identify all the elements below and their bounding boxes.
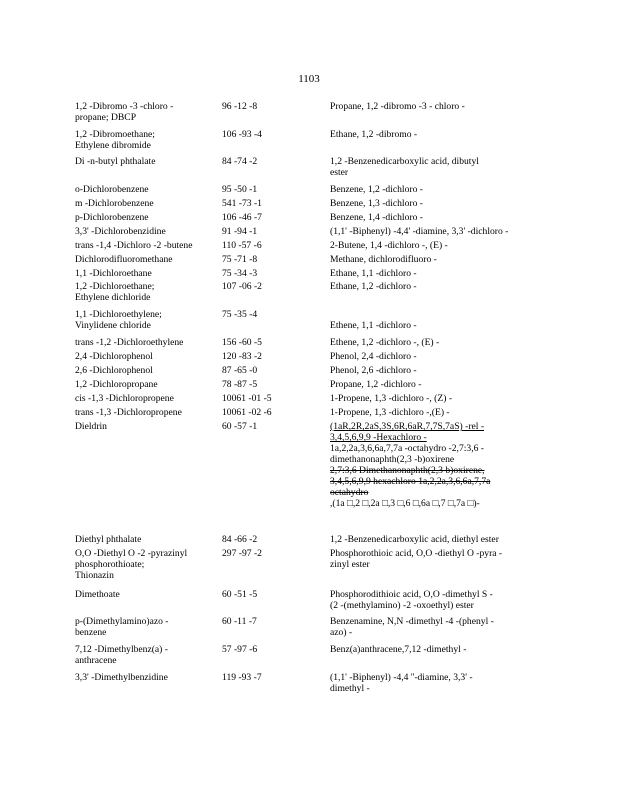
cas-number-cell bbox=[222, 129, 317, 140]
cell-line: 75 -35 -4 bbox=[222, 309, 258, 320]
cell-line: 91 -94 -1 bbox=[222, 226, 258, 237]
index-name-cell bbox=[330, 309, 545, 331]
cell-line: octahydro bbox=[330, 487, 369, 498]
cell-line: trans -1,2 -Dichloroethylene bbox=[75, 337, 184, 348]
cell-line: Diethyl phthalate bbox=[75, 534, 142, 545]
cell-line: 1,2 -Dichloroethane; bbox=[75, 281, 155, 292]
index-name-cell bbox=[330, 268, 545, 279]
index-name-cell bbox=[330, 212, 545, 223]
chemical-name-cell bbox=[75, 281, 210, 303]
cell-line: 2,6 -Dichlorophenol bbox=[75, 365, 153, 376]
cell-line: Phosphorodithioic acid, O,O -dimethyl S - bbox=[330, 589, 493, 600]
cas-number-cell bbox=[222, 365, 317, 376]
cell-line: 106 -46 -7 bbox=[222, 212, 262, 223]
cas-number-cell bbox=[222, 254, 317, 265]
cell-line: 10061 -02 -6 bbox=[222, 407, 272, 418]
cell-line: 60 -11 -7 bbox=[222, 616, 257, 627]
chemical-name-cell bbox=[75, 309, 210, 331]
cas-number-cell bbox=[222, 589, 317, 600]
index-name-cell bbox=[330, 644, 545, 655]
cell-line: (1aR,2R,2aS,3S,6R,6aR,7,7S,7aS) -rel - bbox=[330, 421, 485, 432]
chemical-name-cell bbox=[75, 365, 210, 376]
chemical-name-cell bbox=[75, 254, 210, 265]
cas-number-cell bbox=[222, 421, 317, 432]
cas-number-cell bbox=[222, 351, 317, 362]
page-number: 1103 bbox=[298, 73, 320, 85]
cell-line: propane; DBCP bbox=[75, 112, 137, 123]
cell-line: Phenol, 2,4 -dichloro - bbox=[330, 351, 417, 362]
cell-line: Phosphorothioic acid, O,O -diethyl O -pyra - bbox=[330, 548, 503, 559]
cell-line: 1a,2,2a,3,6,6a,7,7a -octahydro -2,7:3,6 - bbox=[330, 443, 484, 454]
cell-line: 541 -73 -1 bbox=[222, 198, 262, 209]
cell-line: 2-Butene, 1,4 -dichloro -, (E) - bbox=[330, 240, 448, 251]
chemical-name-cell bbox=[75, 548, 210, 581]
cas-number-cell bbox=[222, 407, 317, 418]
cell-line: phosphorothioate; bbox=[75, 559, 145, 570]
cas-number-cell bbox=[222, 534, 317, 545]
chemical-name-cell bbox=[75, 644, 210, 666]
cell-line: 107 -06 -2 bbox=[222, 281, 262, 292]
cell-line: 95 -50 -1 bbox=[222, 184, 258, 195]
chemical-name-cell bbox=[75, 407, 210, 418]
cell-line: cis -1,3 -Dichloropropene bbox=[75, 393, 174, 404]
cell-line: m -Dichlorobenzene bbox=[75, 198, 154, 209]
cas-number-cell bbox=[222, 184, 317, 195]
cell-line: 10061 -01 -5 bbox=[222, 393, 272, 404]
cell-line: (1,1' -Biphenyl) -4,4 ''-diamine, 3,3' - bbox=[330, 672, 473, 683]
cell-line: Benzenamine, N,N -dimethyl -4 -(phenyl - bbox=[330, 616, 494, 627]
chemical-name-cell bbox=[75, 226, 210, 237]
cas-number-cell bbox=[222, 644, 317, 655]
cell-line: 1,2 -Dibromoethane; bbox=[75, 129, 155, 140]
chemical-name-cell bbox=[75, 129, 210, 151]
cell-line: 3,3' -Dichlorobenzidine bbox=[75, 226, 166, 237]
index-name-cell bbox=[330, 672, 545, 694]
cell-line: 106 -93 -4 bbox=[222, 129, 262, 140]
cell-line: 84 -66 -2 bbox=[222, 534, 258, 545]
cell-line: 7,12 -Dimethylbenz(a) - bbox=[75, 644, 168, 655]
index-name-cell bbox=[330, 337, 545, 348]
cell-line: azo) - bbox=[330, 627, 353, 638]
cell-line: 87 -65 -0 bbox=[222, 365, 258, 376]
cell-line: 297 -97 -2 bbox=[222, 548, 262, 559]
cell-line: O,O -Diethyl O -2 -pyrazinyl bbox=[75, 548, 188, 559]
chemical-name-cell bbox=[75, 156, 210, 167]
cell-line: 1,2 -Dichloropropane bbox=[75, 379, 158, 390]
cell-line: Benzene, 1,3 -dichloro - bbox=[330, 198, 423, 209]
chemical-name-cell bbox=[75, 421, 210, 432]
cell-line: Ethene, 1,1 -dichloro - bbox=[330, 320, 417, 331]
cell-line: 1,1 -Dichloroethylene; bbox=[75, 309, 162, 320]
cell-line: 110 -57 -6 bbox=[222, 240, 262, 251]
cell-line: 2,7:3,6 Dimethanonaphth(2,3 b)oxirene, bbox=[330, 465, 485, 476]
chemical-name-cell bbox=[75, 393, 210, 404]
index-name-cell bbox=[330, 254, 545, 265]
cas-number-cell bbox=[222, 379, 317, 390]
cell-line: p-(Dimethylamino)azo - bbox=[75, 616, 169, 627]
cell-line: Benz(a)anthracene,7,12 -dimethyl - bbox=[330, 644, 467, 655]
cas-number-cell bbox=[222, 616, 317, 627]
cell-line: 2,4 -Dichlorophenol bbox=[75, 351, 153, 362]
cell-line: Di -n-butyl phthalate bbox=[75, 156, 156, 167]
cell-line: 156 -60 -5 bbox=[222, 337, 262, 348]
cell-line: dimethyl - bbox=[330, 683, 370, 694]
cell-line: 1-Propene, 1,3 -dichloro -, (Z) - bbox=[330, 393, 453, 404]
index-name-cell bbox=[330, 421, 545, 509]
cell-line: p-Dichlorobenzene bbox=[75, 212, 149, 223]
cell-line: Thionazin bbox=[75, 570, 114, 581]
cell-line: 120 -83 -2 bbox=[222, 351, 262, 362]
cell-line: 84 -74 -2 bbox=[222, 156, 258, 167]
index-name-cell bbox=[330, 156, 545, 178]
index-name-cell bbox=[330, 379, 545, 390]
cell-line: 57 -97 -6 bbox=[222, 644, 258, 655]
cell-line: (2 -(methylamino) -2 -oxoethyl) ester bbox=[330, 600, 474, 611]
index-name-cell bbox=[330, 393, 545, 404]
cell-line: 1-Propene, 1,3 -dichloro -,(E) - bbox=[330, 407, 450, 418]
index-name-cell bbox=[330, 184, 545, 195]
cas-number-cell bbox=[222, 337, 317, 348]
chemical-name-cell bbox=[75, 198, 210, 209]
cell-line: Methane, dichlorodifluoro - bbox=[330, 254, 437, 265]
chemical-name-cell bbox=[75, 184, 210, 195]
cell-line: Dieldrin bbox=[75, 421, 107, 432]
cas-number-cell bbox=[222, 156, 317, 167]
cell-line: benzene bbox=[75, 627, 107, 638]
cell-line bbox=[330, 309, 545, 320]
cas-number-cell bbox=[222, 268, 317, 279]
index-name-cell bbox=[330, 589, 545, 611]
cas-number-cell bbox=[222, 672, 317, 683]
cell-line: 1,1 -Dichloroethane bbox=[75, 268, 152, 279]
cell-line: 78 -87 -5 bbox=[222, 379, 258, 390]
cell-line: Ethene, 1,2 -dichloro -, (E) - bbox=[330, 337, 440, 348]
cas-number-cell bbox=[222, 226, 317, 237]
cell-line: trans -1,3 -Dichloropropene bbox=[75, 407, 182, 418]
cell-line: 1,2 -Benzenedicarboxylic acid, diethyl ester bbox=[330, 534, 499, 545]
cas-number-cell bbox=[222, 393, 317, 404]
cell-line: 60 -51 -5 bbox=[222, 589, 258, 600]
cell-line: 96 -12 -8 bbox=[222, 101, 258, 112]
cell-line: zinyl ester bbox=[330, 559, 370, 570]
chemical-name-cell bbox=[75, 240, 210, 251]
cas-number-cell bbox=[222, 548, 317, 559]
chemical-name-cell bbox=[75, 101, 210, 123]
index-name-cell bbox=[330, 281, 545, 292]
cell-line: Phenol, 2,6 -dichloro - bbox=[330, 365, 417, 376]
index-name-cell bbox=[330, 534, 545, 545]
cell-line: ester bbox=[330, 167, 349, 178]
cell-line: ,(1a □,2 □,2a □,3 □,6 □,6a □,7 □,7a □)- bbox=[330, 498, 480, 509]
index-name-cell bbox=[330, 351, 545, 362]
index-name-cell bbox=[330, 129, 545, 140]
cell-line: 1,2 -Benzenedicarboxylic acid, dibutyl bbox=[330, 156, 479, 167]
cell-line: Ethylene dichloride bbox=[75, 292, 151, 303]
cas-number-cell bbox=[222, 240, 317, 251]
chemical-name-cell bbox=[75, 337, 210, 348]
cell-line: 3,3' -Dimethylbenzidine bbox=[75, 672, 168, 683]
index-name-cell bbox=[330, 226, 545, 237]
cell-line: Ethane, 1,2 -dibromo - bbox=[330, 129, 418, 140]
cas-number-cell bbox=[222, 198, 317, 209]
cell-line: Propane, 1,2 -dichloro - bbox=[330, 379, 422, 390]
chemical-name-cell bbox=[75, 379, 210, 390]
index-name-cell bbox=[330, 240, 545, 251]
cell-line: trans -1,4 -Dichloro -2 -butene bbox=[75, 240, 193, 251]
cell-line: 60 -57 -1 bbox=[222, 421, 258, 432]
cell-line: 1,2 -Dibromo -3 -chloro - bbox=[75, 101, 174, 112]
index-name-cell bbox=[330, 407, 545, 418]
cell-line: anthracene bbox=[75, 655, 117, 666]
cas-number-cell bbox=[222, 101, 317, 112]
cell-line: 75 -71 -8 bbox=[222, 254, 258, 265]
cell-line: Ethane, 1,2 -dichloro - bbox=[330, 281, 417, 292]
index-name-cell bbox=[330, 101, 545, 112]
chemical-name-cell bbox=[75, 212, 210, 223]
cell-line: Dimethoate bbox=[75, 589, 120, 600]
cell-line: (1,1' -Biphenyl) -4,4' -diamine, 3,3' -dichloro - bbox=[330, 226, 509, 237]
cell-line: 119 -93 -7 bbox=[222, 672, 262, 683]
cell-line: Ethane, 1,1 -dichloro - bbox=[330, 268, 417, 279]
cell-line: o-Dichlorobenzene bbox=[75, 184, 149, 195]
cell-line: dimethanonaphth(2,3 -b)oxirene bbox=[330, 454, 455, 465]
cell-line: 3,4,5,6,9,9 -Hexachloro - bbox=[330, 432, 427, 443]
cell-line: Propane, 1,2 -dibromo -3 - chloro - bbox=[330, 101, 465, 112]
cell-line: Ethylene dibromide bbox=[75, 140, 151, 151]
cell-line: 75 -34 -3 bbox=[222, 268, 258, 279]
cas-number-cell bbox=[222, 281, 317, 292]
cas-number-cell bbox=[222, 309, 317, 320]
chemical-name-cell bbox=[75, 672, 210, 683]
chemical-name-cell bbox=[75, 351, 210, 362]
index-name-cell bbox=[330, 616, 545, 638]
cell-line: Vinylidene chloride bbox=[75, 320, 151, 331]
index-name-cell bbox=[330, 548, 545, 570]
chemical-name-cell bbox=[75, 589, 210, 600]
chemical-name-cell bbox=[75, 534, 210, 545]
cas-number-cell bbox=[222, 212, 317, 223]
cell-line: Benzene, 1,2 -dichloro - bbox=[330, 184, 423, 195]
cell-line: Dichlorodifluoromethane bbox=[75, 254, 173, 265]
index-name-cell bbox=[330, 198, 545, 209]
cell-line: 3,4,5,6,9,9 hexachloro 1a,2,2a,3,6,6a,7,7a bbox=[330, 476, 491, 487]
index-name-cell bbox=[330, 365, 545, 376]
chemical-name-cell bbox=[75, 616, 210, 638]
chemical-name-cell bbox=[75, 268, 210, 279]
cell-line: Benzene, 1,4 -dichloro - bbox=[330, 212, 423, 223]
